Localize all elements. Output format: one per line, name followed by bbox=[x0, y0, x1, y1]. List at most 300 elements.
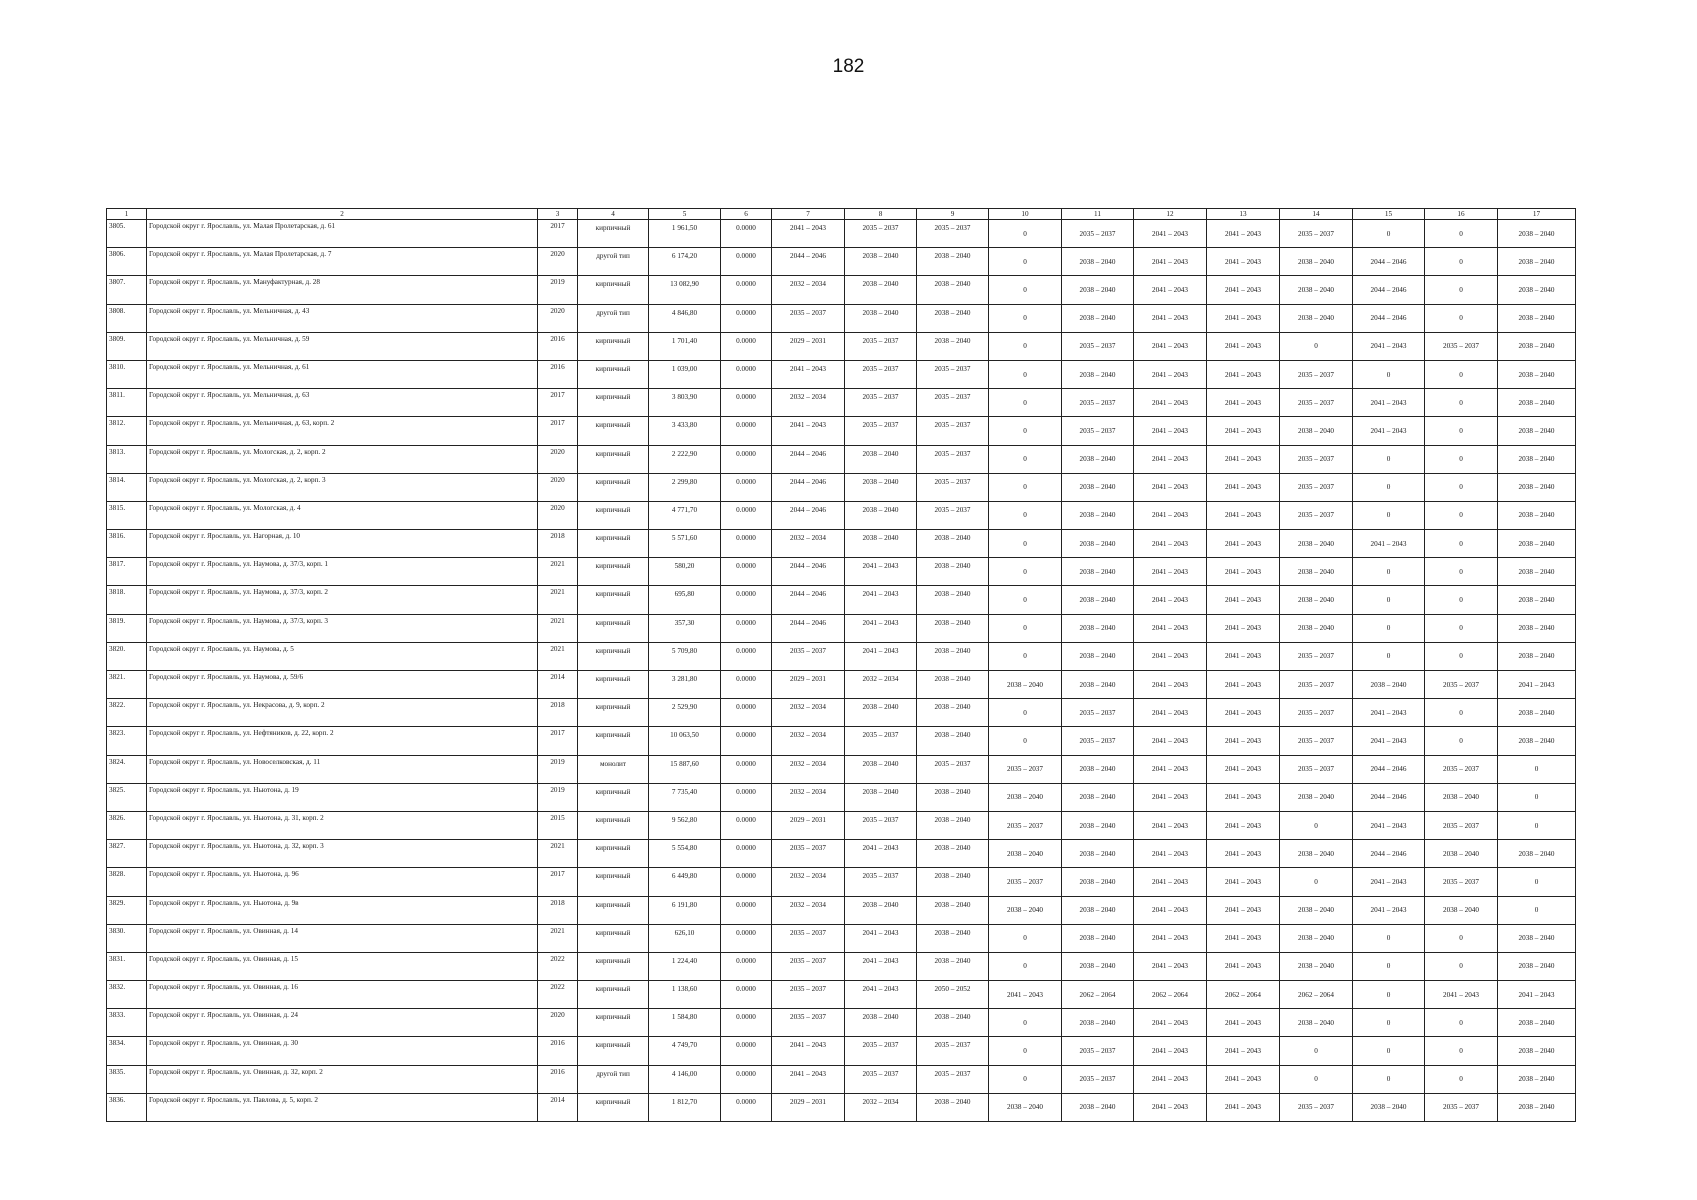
table-cell: 0 bbox=[989, 952, 1062, 980]
table-cell: Городской округ г. Ярославль, ул. Мельничная, д. 59 bbox=[147, 332, 538, 360]
table-row bbox=[107, 755, 1576, 783]
table-cell: 0.0000 bbox=[721, 671, 772, 699]
table-cell: 2035 – 2037 bbox=[1280, 389, 1353, 417]
table-cell: 2038 – 2040 bbox=[1062, 671, 1134, 699]
table-cell: 2041 – 2043 bbox=[1207, 332, 1280, 360]
table-cell: 2038 – 2040 bbox=[845, 473, 917, 501]
table-cell: 626,10 bbox=[649, 924, 721, 952]
table-cell: 3812. bbox=[107, 417, 147, 445]
table-cell: 2032 – 2034 bbox=[772, 755, 845, 783]
table-cell: 2038 – 2040 bbox=[917, 614, 989, 642]
table-cell: 2035 – 2037 bbox=[845, 727, 917, 755]
table-cell: кирпичный bbox=[578, 896, 649, 924]
table-cell: 2038 – 2040 bbox=[1498, 248, 1576, 276]
table-cell: кирпичный bbox=[578, 276, 649, 304]
table-cell: 2020 bbox=[538, 1009, 578, 1037]
table-cell: 2041 – 2043 bbox=[1353, 896, 1425, 924]
table-cell: 0 bbox=[1425, 727, 1498, 755]
table-cell: 2041 – 2043 bbox=[1207, 276, 1280, 304]
table-cell: 2041 – 2043 bbox=[845, 586, 917, 614]
table-cell: 0 bbox=[989, 220, 1062, 248]
table-cell: 0.0000 bbox=[721, 389, 772, 417]
table-cell: 2044 – 2046 bbox=[1353, 755, 1425, 783]
table-cell: Городской округ г. Ярославль, ул. Мельничная, д. 63, корп. 2 bbox=[147, 417, 538, 445]
table-cell: 0 bbox=[1353, 445, 1425, 473]
table-cell: 2038 – 2040 bbox=[1062, 924, 1134, 952]
table-cell: 2018 bbox=[538, 699, 578, 727]
table-cell: 2035 – 2037 bbox=[1280, 220, 1353, 248]
table-cell: кирпичный bbox=[578, 671, 649, 699]
table-cell: 2038 – 2040 bbox=[917, 304, 989, 332]
table-cell: кирпичный bbox=[578, 417, 649, 445]
table-row bbox=[107, 699, 1576, 727]
table-cell: 0.0000 bbox=[721, 1009, 772, 1037]
table-row bbox=[107, 558, 1576, 586]
table-cell: 2038 – 2040 bbox=[1498, 220, 1576, 248]
table-cell: 2041 – 2043 bbox=[1207, 473, 1280, 501]
table-cell: 0.0000 bbox=[721, 924, 772, 952]
table-cell: 2038 – 2040 bbox=[845, 276, 917, 304]
table-cell: 2038 – 2040 bbox=[1498, 445, 1576, 473]
table-cell: 2038 – 2040 bbox=[1062, 445, 1134, 473]
table-cell: 2041 – 2043 bbox=[1134, 220, 1207, 248]
table-cell: 0 bbox=[1498, 755, 1576, 783]
table-cell: 2041 – 2043 bbox=[1134, 755, 1207, 783]
table-cell: 2041 – 2043 bbox=[1353, 389, 1425, 417]
table-cell: 0 bbox=[1280, 868, 1353, 896]
table-cell: 2038 – 2040 bbox=[1062, 783, 1134, 811]
table-cell: 2038 – 2040 bbox=[1062, 586, 1134, 614]
table-cell: 2041 – 2043 bbox=[1353, 868, 1425, 896]
table-cell: 2038 – 2040 bbox=[1498, 1093, 1576, 1121]
table-cell: 0 bbox=[1353, 558, 1425, 586]
table-cell: 1 138,60 bbox=[649, 981, 721, 1009]
table-row bbox=[107, 445, 1576, 473]
table-cell: 2032 – 2034 bbox=[845, 1093, 917, 1121]
table-cell: 2044 – 2046 bbox=[1353, 783, 1425, 811]
table-cell: 2038 – 2040 bbox=[917, 811, 989, 839]
table-cell: 0.0000 bbox=[721, 530, 772, 558]
table-cell: 2038 – 2040 bbox=[917, 727, 989, 755]
table-cell: 2035 – 2037 bbox=[1280, 755, 1353, 783]
table-cell: 2019 bbox=[538, 783, 578, 811]
table-cell: 0 bbox=[1425, 276, 1498, 304]
table-cell: 2038 – 2040 bbox=[1498, 642, 1576, 670]
table-cell: 2041 – 2043 bbox=[1134, 783, 1207, 811]
table-cell: 2038 – 2040 bbox=[1062, 501, 1134, 529]
table-cell: 2041 – 2043 bbox=[1134, 1037, 1207, 1065]
table-cell: 0 bbox=[1425, 924, 1498, 952]
table-cell: 2038 – 2040 bbox=[845, 501, 917, 529]
table-cell: 0.0000 bbox=[721, 727, 772, 755]
table-cell: 0 bbox=[989, 924, 1062, 952]
table-cell: 0 bbox=[989, 614, 1062, 642]
table-cell: 2032 – 2034 bbox=[772, 276, 845, 304]
table-cell: 2035 – 2037 bbox=[1280, 445, 1353, 473]
table-cell: 2038 – 2040 bbox=[1498, 699, 1576, 727]
table-row bbox=[107, 896, 1576, 924]
table-cell: Городской округ г. Ярославль, ул. Овинная, д. 24 bbox=[147, 1009, 538, 1037]
table-cell: 0.0000 bbox=[721, 248, 772, 276]
table-cell: 2032 – 2034 bbox=[772, 896, 845, 924]
table-row bbox=[107, 248, 1576, 276]
table-cell: 0 bbox=[1425, 1065, 1498, 1093]
table-cell: 2035 – 2037 bbox=[772, 981, 845, 1009]
table-cell: Городской округ г. Ярославль, ул. Овинная, д. 14 bbox=[147, 924, 538, 952]
table-cell: 0 bbox=[1280, 332, 1353, 360]
table-cell: 2017 bbox=[538, 727, 578, 755]
table-cell: 0 bbox=[1425, 445, 1498, 473]
table-cell: 2035 – 2037 bbox=[845, 1065, 917, 1093]
table-cell: 0 bbox=[1498, 868, 1576, 896]
table-cell: 0 bbox=[1425, 248, 1498, 276]
table-cell: 2038 – 2040 bbox=[845, 783, 917, 811]
table-cell: 2050 – 2052 bbox=[917, 981, 989, 1009]
table-cell: 2044 – 2046 bbox=[772, 586, 845, 614]
table-cell: 0 bbox=[1353, 473, 1425, 501]
table-cell: 0 bbox=[1425, 473, 1498, 501]
table-cell: 2038 – 2040 bbox=[1498, 501, 1576, 529]
table-cell: 2038 – 2040 bbox=[917, 952, 989, 980]
table-cell: 2035 – 2037 bbox=[917, 389, 989, 417]
table-cell: Городской округ г. Ярославль, ул. Наумова, д. 5 bbox=[147, 642, 538, 670]
table-cell: 3810. bbox=[107, 360, 147, 388]
table-cell: 2019 bbox=[538, 755, 578, 783]
table-cell: 0 bbox=[1280, 1065, 1353, 1093]
table-cell: 2041 – 2043 bbox=[989, 981, 1062, 1009]
table-cell: 1 039,00 bbox=[649, 360, 721, 388]
table-cell: 0.0000 bbox=[721, 501, 772, 529]
table-cell: 2035 – 2037 bbox=[845, 389, 917, 417]
table-cell: 0.0000 bbox=[721, 558, 772, 586]
table-cell: кирпичный bbox=[578, 981, 649, 1009]
table-cell: 2035 – 2037 bbox=[1062, 1065, 1134, 1093]
table-cell: 0 bbox=[989, 304, 1062, 332]
table-cell: 2038 – 2040 bbox=[917, 276, 989, 304]
table-cell: 2018 bbox=[538, 530, 578, 558]
table-cell: 2035 – 2037 bbox=[1280, 671, 1353, 699]
table-cell: Городской округ г. Ярославль, ул. Мологская, д. 2, корп. 2 bbox=[147, 445, 538, 473]
table-cell: 2021 bbox=[538, 840, 578, 868]
table-cell: 0.0000 bbox=[721, 473, 772, 501]
table-cell: 2038 – 2040 bbox=[1062, 755, 1134, 783]
table-cell: 2041 – 2043 bbox=[1134, 614, 1207, 642]
table-cell: Городской округ г. Ярославль, ул. Павлова, д. 5, корп. 2 bbox=[147, 1093, 538, 1121]
table-cell: 2021 bbox=[538, 558, 578, 586]
table-cell: 2038 – 2040 bbox=[1062, 840, 1134, 868]
table-cell: 3814. bbox=[107, 473, 147, 501]
table-cell: 2041 – 2043 bbox=[1207, 1093, 1280, 1121]
table-cell: 2041 – 2043 bbox=[1207, 896, 1280, 924]
table-cell: 0 bbox=[989, 501, 1062, 529]
column-header: 11 bbox=[1062, 209, 1134, 220]
table-cell: 2038 – 2040 bbox=[917, 868, 989, 896]
table-cell: 5 709,80 bbox=[649, 642, 721, 670]
table-cell: 2044 – 2046 bbox=[1353, 248, 1425, 276]
table-cell: 2035 – 2037 bbox=[1062, 727, 1134, 755]
table-cell: 2041 – 2043 bbox=[1134, 1065, 1207, 1093]
table-cell: 2041 – 2043 bbox=[1134, 586, 1207, 614]
table-cell: 0 bbox=[1425, 558, 1498, 586]
table-cell: 3828. bbox=[107, 868, 147, 896]
table-cell: Городской округ г. Ярославль, ул. Мельничная, д. 61 bbox=[147, 360, 538, 388]
table-cell: 2041 – 2043 bbox=[1207, 924, 1280, 952]
table-cell: кирпичный bbox=[578, 501, 649, 529]
table-cell: 2041 – 2043 bbox=[1207, 389, 1280, 417]
table-cell: 2038 – 2040 bbox=[1280, 924, 1353, 952]
column-header: 16 bbox=[1425, 209, 1498, 220]
table-cell: 0 bbox=[1425, 530, 1498, 558]
table-cell: 2035 – 2037 bbox=[917, 1037, 989, 1065]
table-cell: 2044 – 2046 bbox=[1353, 840, 1425, 868]
column-header: 7 bbox=[772, 209, 845, 220]
table-cell: 0 bbox=[1425, 586, 1498, 614]
table-cell: 2038 – 2040 bbox=[1425, 896, 1498, 924]
table-cell: 2020 bbox=[538, 304, 578, 332]
table-cell: 3818. bbox=[107, 586, 147, 614]
table-cell: 0 bbox=[1280, 1037, 1353, 1065]
table-row bbox=[107, 727, 1576, 755]
table-row bbox=[107, 1093, 1576, 1121]
table-cell: 2038 – 2040 bbox=[1498, 417, 1576, 445]
table-cell: 0.0000 bbox=[721, 840, 772, 868]
column-header: 5 bbox=[649, 209, 721, 220]
table-cell: 2038 – 2040 bbox=[1062, 614, 1134, 642]
table-cell: 2032 – 2034 bbox=[845, 671, 917, 699]
table-row bbox=[107, 1037, 1576, 1065]
table-cell: 2041 – 2043 bbox=[1134, 248, 1207, 276]
table-cell: 2041 – 2043 bbox=[1134, 1093, 1207, 1121]
table-cell: 2035 – 2037 bbox=[1280, 1093, 1353, 1121]
table-cell: 3836. bbox=[107, 1093, 147, 1121]
table-cell: 3805. bbox=[107, 220, 147, 248]
table-row bbox=[107, 220, 1576, 248]
table-cell: 2020 bbox=[538, 445, 578, 473]
table-row bbox=[107, 614, 1576, 642]
table-cell: 2016 bbox=[538, 360, 578, 388]
table-cell: 2038 – 2040 bbox=[1498, 332, 1576, 360]
table-cell: 2038 – 2040 bbox=[917, 671, 989, 699]
table-cell: 0 bbox=[989, 276, 1062, 304]
table-cell: 0 bbox=[1353, 924, 1425, 952]
table-row bbox=[107, 783, 1576, 811]
table-cell: 2041 – 2043 bbox=[1353, 727, 1425, 755]
table-cell: монолит bbox=[578, 755, 649, 783]
table-cell: 2035 – 2037 bbox=[1425, 811, 1498, 839]
table-cell: 2035 – 2037 bbox=[1280, 473, 1353, 501]
table-cell: 2038 – 2040 bbox=[1280, 558, 1353, 586]
table-cell: 3811. bbox=[107, 389, 147, 417]
table-cell: 2038 – 2040 bbox=[845, 530, 917, 558]
table-cell: 4 146,00 bbox=[649, 1065, 721, 1093]
table-cell: 2038 – 2040 bbox=[1498, 586, 1576, 614]
table-cell: кирпичный bbox=[578, 727, 649, 755]
table-cell: 2035 – 2037 bbox=[989, 755, 1062, 783]
table-cell: 2032 – 2034 bbox=[772, 699, 845, 727]
table-cell: Городской округ г. Ярославль, ул. Новоселковская, д. 11 bbox=[147, 755, 538, 783]
table-cell: 2041 – 2043 bbox=[1134, 501, 1207, 529]
table-cell: Городской округ г. Ярославль, ул. Ньютона, д. 19 bbox=[147, 783, 538, 811]
table-row bbox=[107, 868, 1576, 896]
column-header: 14 bbox=[1280, 209, 1353, 220]
table-cell: 3809. bbox=[107, 332, 147, 360]
table-cell: 2044 – 2046 bbox=[1353, 304, 1425, 332]
table-cell: 3816. bbox=[107, 530, 147, 558]
table-row bbox=[107, 530, 1576, 558]
table-cell: 2041 – 2043 bbox=[1207, 699, 1280, 727]
table-cell: 2041 – 2043 bbox=[845, 642, 917, 670]
table-cell: 0 bbox=[989, 558, 1062, 586]
table-cell: 2038 – 2040 bbox=[1062, 1093, 1134, 1121]
table-cell: 2038 – 2040 bbox=[917, 840, 989, 868]
table-cell: 2035 – 2037 bbox=[917, 220, 989, 248]
table-cell: 3806. bbox=[107, 248, 147, 276]
table-cell: 0 bbox=[989, 360, 1062, 388]
table-cell: 2035 – 2037 bbox=[917, 473, 989, 501]
table-cell: 1 701,40 bbox=[649, 332, 721, 360]
table-cell: 2038 – 2040 bbox=[1498, 473, 1576, 501]
table-cell: 2035 – 2037 bbox=[1280, 699, 1353, 727]
table-cell: 2038 – 2040 bbox=[1498, 558, 1576, 586]
table-cell: 0.0000 bbox=[721, 952, 772, 980]
table-cell: 2038 – 2040 bbox=[1280, 304, 1353, 332]
table-cell: 2041 – 2043 bbox=[1134, 924, 1207, 952]
table-cell: 2035 – 2037 bbox=[772, 840, 845, 868]
table-cell: 2035 – 2037 bbox=[917, 755, 989, 783]
table-cell: 2038 – 2040 bbox=[917, 586, 989, 614]
table-cell: 0 bbox=[989, 248, 1062, 276]
table-row bbox=[107, 304, 1576, 332]
table-cell: 2032 – 2034 bbox=[772, 727, 845, 755]
table-cell: 0.0000 bbox=[721, 1037, 772, 1065]
table-cell: 2041 – 2043 bbox=[1134, 868, 1207, 896]
table-cell: 1 961,50 bbox=[649, 220, 721, 248]
table-cell: 2041 – 2043 bbox=[1207, 530, 1280, 558]
table-cell: 2019 bbox=[538, 276, 578, 304]
table-cell: 2041 – 2043 bbox=[1134, 360, 1207, 388]
table-cell: 3813. bbox=[107, 445, 147, 473]
table-cell: 2038 – 2040 bbox=[1498, 727, 1576, 755]
table-cell: 2041 – 2043 bbox=[1207, 220, 1280, 248]
table-cell: 2020 bbox=[538, 501, 578, 529]
table-cell: кирпичный bbox=[578, 473, 649, 501]
table-cell: кирпичный bbox=[578, 445, 649, 473]
table-cell: 0 bbox=[1425, 389, 1498, 417]
column-header: 4 bbox=[578, 209, 649, 220]
table-cell: 2041 – 2043 bbox=[1207, 755, 1280, 783]
table-cell: 3824. bbox=[107, 755, 147, 783]
table-cell: 2018 bbox=[538, 896, 578, 924]
table-cell: 2038 – 2040 bbox=[1353, 671, 1425, 699]
table-cell: 0.0000 bbox=[721, 755, 772, 783]
table-cell: 0 bbox=[1425, 699, 1498, 727]
table-cell: 0 bbox=[989, 389, 1062, 417]
table-cell: 2041 – 2043 bbox=[1207, 671, 1280, 699]
table-cell: 0 bbox=[1425, 642, 1498, 670]
table-cell: 2017 bbox=[538, 389, 578, 417]
table-cell: 0 bbox=[1353, 1037, 1425, 1065]
table-cell: 2038 – 2040 bbox=[845, 304, 917, 332]
table-cell: 0 bbox=[1353, 642, 1425, 670]
table-cell: 2041 – 2043 bbox=[1134, 276, 1207, 304]
table-cell: 6 191,80 bbox=[649, 896, 721, 924]
table-cell: 2035 – 2037 bbox=[845, 220, 917, 248]
table-cell: 2038 – 2040 bbox=[917, 1009, 989, 1037]
table-cell: 2020 bbox=[538, 248, 578, 276]
table-row bbox=[107, 332, 1576, 360]
table-cell: 2041 – 2043 bbox=[1134, 896, 1207, 924]
table-cell: 0 bbox=[989, 417, 1062, 445]
table-cell: 2038 – 2040 bbox=[1062, 276, 1134, 304]
table-cell: 2038 – 2040 bbox=[1280, 276, 1353, 304]
table-cell: 2035 – 2037 bbox=[1425, 868, 1498, 896]
table-cell: 6 174,20 bbox=[649, 248, 721, 276]
table-cell: другой тип bbox=[578, 248, 649, 276]
table-cell: 2041 – 2043 bbox=[845, 981, 917, 1009]
table-cell: 2035 – 2037 bbox=[1062, 417, 1134, 445]
table-cell: кирпичный bbox=[578, 952, 649, 980]
table-cell: 2038 – 2040 bbox=[1280, 530, 1353, 558]
table-cell: 2035 – 2037 bbox=[845, 332, 917, 360]
table-cell: 2038 – 2040 bbox=[1498, 360, 1576, 388]
table-cell: 2032 – 2034 bbox=[772, 389, 845, 417]
table-cell: 3833. bbox=[107, 1009, 147, 1037]
table-cell: 2035 – 2037 bbox=[1425, 1093, 1498, 1121]
table-cell: 2035 – 2037 bbox=[1280, 360, 1353, 388]
table-cell: 2038 – 2040 bbox=[917, 642, 989, 670]
column-header: 12 bbox=[1134, 209, 1207, 220]
table-cell: 0 bbox=[1353, 1065, 1425, 1093]
table-cell: 0 bbox=[989, 1009, 1062, 1037]
table-cell: 580,20 bbox=[649, 558, 721, 586]
table-row bbox=[107, 360, 1576, 388]
table-cell: 2041 – 2043 bbox=[1425, 981, 1498, 1009]
table-cell: 0.0000 bbox=[721, 1093, 772, 1121]
table-cell: 0.0000 bbox=[721, 360, 772, 388]
table-cell: 2038 – 2040 bbox=[1280, 840, 1353, 868]
table-cell: 2038 – 2040 bbox=[845, 248, 917, 276]
table-cell: 2038 – 2040 bbox=[917, 896, 989, 924]
table-cell: 2038 – 2040 bbox=[917, 1093, 989, 1121]
table-cell: 0.0000 bbox=[721, 417, 772, 445]
table-cell: 2038 – 2040 bbox=[1498, 530, 1576, 558]
table-cell: 0 bbox=[1353, 614, 1425, 642]
table-cell: 2035 – 2037 bbox=[1062, 699, 1134, 727]
table-cell: 2041 – 2043 bbox=[1207, 1065, 1280, 1093]
table-cell: 2041 – 2043 bbox=[845, 558, 917, 586]
table-cell: кирпичный bbox=[578, 642, 649, 670]
table-cell: 2041 – 2043 bbox=[1134, 671, 1207, 699]
table-cell: 2041 – 2043 bbox=[1207, 501, 1280, 529]
table-cell: 2038 – 2040 bbox=[1280, 896, 1353, 924]
table-cell: 2041 – 2043 bbox=[845, 952, 917, 980]
table-cell: 2029 – 2031 bbox=[772, 1093, 845, 1121]
table-cell: 0 bbox=[1425, 360, 1498, 388]
table-cell: Городской округ г. Ярославль, ул. Мологская, д. 2, корп. 3 bbox=[147, 473, 538, 501]
table-cell: 0 bbox=[989, 727, 1062, 755]
table-cell: 0 bbox=[1425, 952, 1498, 980]
table-cell: Городской округ г. Ярославль, ул. Мельничная, д. 43 bbox=[147, 304, 538, 332]
table-cell: 2038 – 2040 bbox=[989, 671, 1062, 699]
table-cell: 2038 – 2040 bbox=[1280, 783, 1353, 811]
table-cell: 0.0000 bbox=[721, 332, 772, 360]
table-cell: 2041 – 2043 bbox=[1207, 783, 1280, 811]
table-row bbox=[107, 811, 1576, 839]
table-cell: 3 281,80 bbox=[649, 671, 721, 699]
table-cell: 2035 – 2037 bbox=[772, 924, 845, 952]
table-cell: 9 562,80 bbox=[649, 811, 721, 839]
table-cell: 0.0000 bbox=[721, 1065, 772, 1093]
